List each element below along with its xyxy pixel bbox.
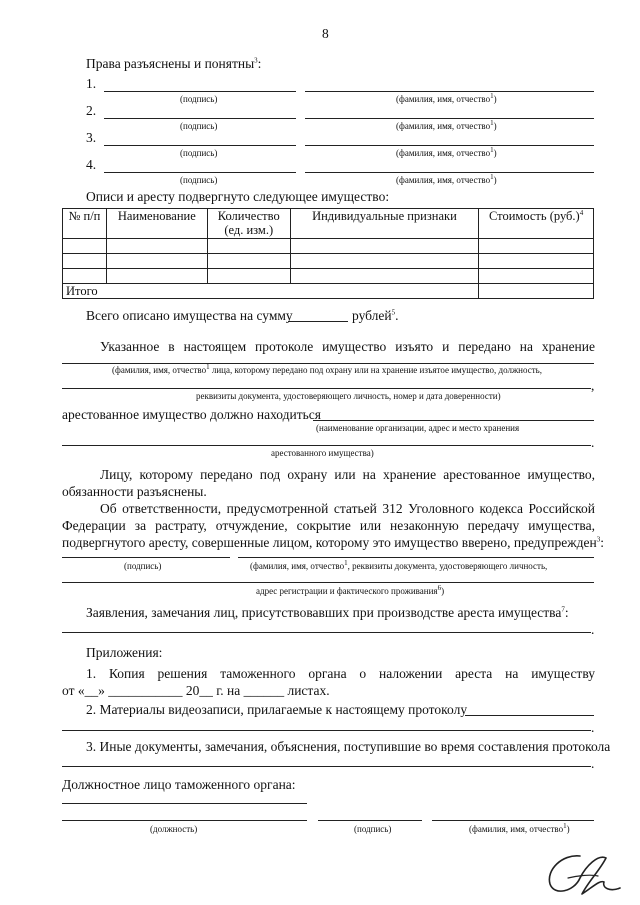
rights-row-number: 2. (86, 103, 97, 118)
rights-title: Права разъяснены и понятны$^3$: (86, 56, 262, 71)
attachment-3-field[interactable] (62, 766, 591, 767)
duties-para2-line3: подвергнутого аресту, совершенные лицом, которому это имущество вверено, предупрежден$^3$: (62, 535, 604, 550)
attachment-2-field[interactable] (465, 715, 594, 716)
rights-row-number: 1. (86, 76, 97, 91)
statements-text: Заявления, замечания лиц, присутствовавших при производстве ареста имущества$^7$: (86, 605, 569, 620)
duties-name-field[interactable] (238, 557, 594, 558)
rights-name-field[interactable] (305, 118, 594, 119)
duties-address-caption: адрес регистрации и фактического проживания$^6$) (256, 584, 445, 596)
attachment-2-period: . (591, 720, 595, 735)
rights-sign-caption: (подпись) (180, 148, 218, 158)
statements-field[interactable] (62, 632, 591, 633)
rights-name-caption: (фамилия, имя, отчество$^1$) (396, 173, 497, 185)
rights-name-caption: (фамилия, имя, отчество$^1$) (396, 146, 497, 158)
inventory-table (62, 208, 594, 299)
table-header-row (63, 209, 594, 239)
col-cost-header: Стоимость $(руб.)^4$ (479, 209, 594, 239)
rights-sign-caption: (подпись) (180, 175, 218, 185)
official-sign-caption: (подпись) (354, 824, 392, 834)
total-sum-field[interactable] (288, 321, 348, 322)
duties-para1-line1: Лицу, которому передано под охрану или на хранение арестованное имущество, (100, 467, 595, 482)
attachment-2: 2. Материалы видеозаписи, прилагаемые к настоящему протоколу (86, 702, 468, 717)
col-num-header: № п/п (63, 209, 107, 239)
rights-sign-caption: (подпись) (180, 94, 218, 104)
total-sum-suffix: рублей$^5$. (352, 308, 399, 323)
col-qty-header: Количество (ед. изм.) (207, 209, 290, 239)
table-row (63, 269, 594, 284)
location-field[interactable] (313, 420, 594, 421)
attachment-1-line2: от «__» ___________ 20__ г. на ______ листах. (62, 683, 330, 698)
page-number: 8 (322, 26, 329, 41)
duties-sign-caption: (подпись) (124, 561, 162, 571)
rights-row-number: 4. (86, 157, 97, 172)
official-label: Должностное лицо таможенного органа: (62, 777, 296, 792)
duties-para2-line2: Федерации за растрату, отчуждение, сокрытие или незаконную передачу имущества, (62, 518, 595, 533)
comma: , (591, 378, 595, 393)
rights-sign-caption: (подпись) (180, 121, 218, 131)
rights-name-caption: (фамилия, имя, отчество$^1$) (396, 92, 497, 104)
total-label: Итого (63, 284, 479, 299)
attachment-1-line1: 1. Копия решения таможенного органа о наложении ареста на имуществу (86, 666, 595, 681)
inventory-heading: Описи и аресту подвергнуто следующее имущество: (86, 189, 390, 204)
col-features-header: Индивидуальные признаки (290, 209, 479, 239)
table-total-row (63, 284, 594, 299)
official-sign-field[interactable] (318, 820, 422, 821)
attachment-3: 3. Иные документы, замечания, объяснения, поступившие во время составления протокола (86, 739, 611, 754)
custodian-field[interactable] (62, 363, 594, 364)
rights-row-number: 3. (86, 130, 97, 145)
statements-period: . (591, 622, 595, 637)
custodian-field-2[interactable] (62, 388, 591, 389)
storage-line1: Указанное в настоящем протоколе имущество изъято и передано на хранение (100, 339, 595, 354)
duties-sign-field[interactable] (62, 557, 230, 558)
official-position-field[interactable] (62, 803, 307, 804)
rights-sign-field[interactable] (104, 118, 296, 119)
rights-name-field[interactable] (305, 172, 594, 173)
handwritten-signature (540, 848, 625, 900)
attachments-heading: Приложения: (86, 645, 163, 660)
official-name-field[interactable] (432, 820, 594, 821)
official-name-caption: (фамилия, имя, отчество$^1$) (469, 822, 570, 834)
custodian-caption: (фамилия, имя, отчество$^1$ лица, которому передано под охрану или на хранение изъятое имущество, должность, (112, 363, 542, 375)
duties-address-field[interactable] (62, 582, 594, 583)
table-row (63, 239, 594, 254)
duties-para2-line1: Об ответственности, предусмотренной статьей 312 Уголовного кодекса Российской (100, 501, 595, 516)
total-sum-prefix: Всего описано имущества на сумму (86, 308, 293, 323)
duties-name-caption: (фамилия, имя, отчество$^1$, реквизиты документа, удостоверяющего личность, (250, 559, 548, 571)
rights-sign-field[interactable] (104, 91, 296, 92)
location-label: арестованное имущество должно находиться (62, 407, 322, 422)
rights-name-field[interactable] (305, 91, 594, 92)
official-position-caption: (должность) (150, 824, 198, 834)
table-row (63, 254, 594, 269)
location-field-2[interactable] (62, 445, 591, 446)
official-position-field-2[interactable] (62, 820, 307, 821)
col-name-header: Наименование (106, 209, 207, 239)
location-caption-2: арестованного имущества) (271, 448, 374, 458)
rights-name-field[interactable] (305, 145, 594, 146)
attachment-2-field-2[interactable] (62, 730, 591, 731)
location-period: . (591, 435, 595, 450)
rights-sign-field[interactable] (104, 145, 296, 146)
attachment-3-period: . (591, 756, 595, 771)
custodian-caption-2: реквизиты документа, удостоверяющего личность, номер и дата доверенности) (196, 391, 501, 401)
location-caption: (наименование организации, адрес и место хранения (316, 423, 520, 433)
rights-name-caption: (фамилия, имя, отчество$^1$) (396, 119, 497, 131)
duties-para1-line2: обязанности разъяснены. (62, 484, 207, 499)
rights-sign-field[interactable] (104, 172, 296, 173)
